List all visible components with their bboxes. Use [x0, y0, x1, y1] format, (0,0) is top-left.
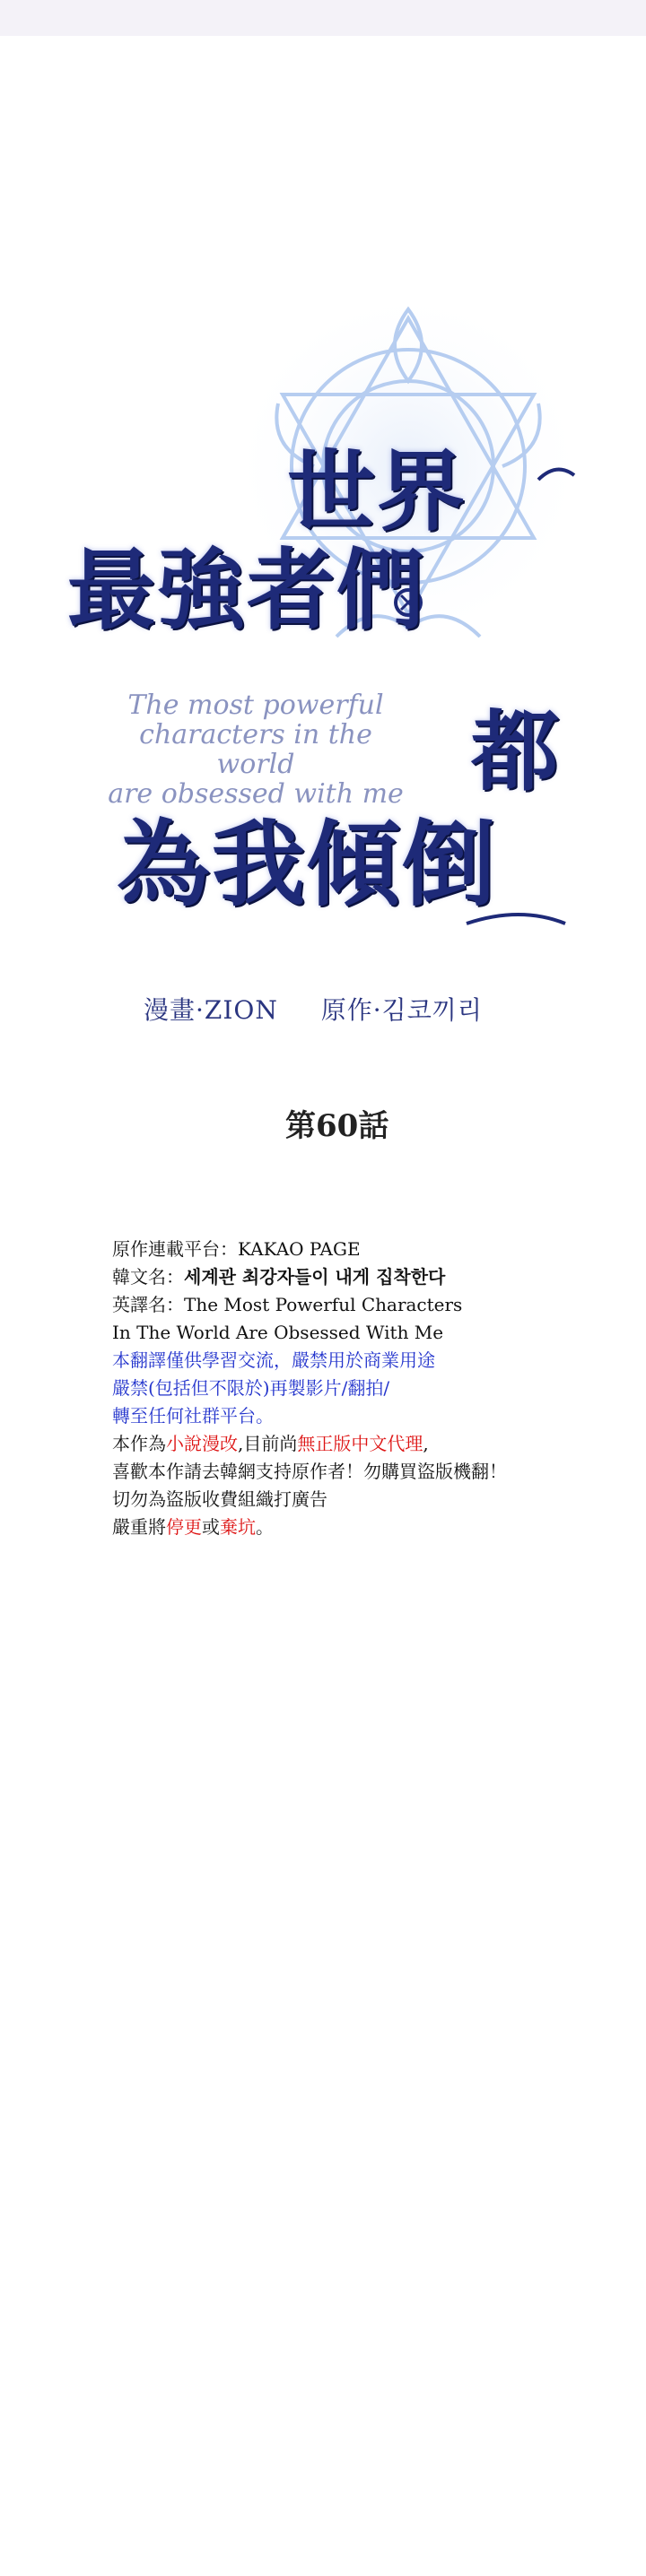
adapt-d: 無正版中文代理 [297, 1433, 423, 1454]
notice-support: 喜歡本作請去韓網支持原作者！勿購買盜版機翻！ [112, 1461, 507, 1482]
credit-art: 漫畫·ZION [144, 995, 278, 1025]
title-line-4: 為我傾倒 [117, 809, 498, 919]
notice-severe [112, 1514, 615, 1541]
title-line-2: 最強者們 [67, 539, 427, 642]
cover-title [0, 0, 646, 1076]
chapter-label: 第60話 [285, 1108, 389, 1144]
severe-d: 棄坑 [220, 1516, 256, 1538]
notice-korean-name [112, 1263, 615, 1291]
notice-adaptation [112, 1430, 615, 1458]
adapt-e: , [423, 1433, 429, 1454]
title-line-1: 世界 [287, 440, 467, 543]
severe-c: 或 [202, 1516, 220, 1538]
english-title-line: are obsessed with me [108, 778, 404, 810]
notice-english-name-1: 英譯名：The Most Powerful Characters [112, 1294, 463, 1315]
english-title [103, 690, 408, 809]
notice-warning-2: 嚴禁(包括但不限於)再製影片/翻拍/ [112, 1377, 390, 1399]
translation-notice [112, 1236, 615, 1541]
english-title-line: The most powerful [127, 690, 384, 721]
korean-name: 세계관 최강자들이 내게 집착한다 [184, 1266, 446, 1288]
korean-name-prefix: 韓文名： [112, 1266, 184, 1288]
notice-warning-3: 轉至任何社群平台。 [112, 1405, 274, 1427]
adapt-c: ,目前尚 [238, 1433, 298, 1454]
english-title-line: characters in the world [139, 719, 372, 780]
credits [144, 991, 517, 1027]
severe-e: 。 [256, 1516, 274, 1538]
notice-platform: 原作連載平台：KAKAO PAGE [112, 1238, 361, 1260]
notice-english-name-2: In The World Are Obsessed With Me [112, 1322, 444, 1343]
credit-original: 原作·김코끼리 [320, 995, 483, 1025]
adapt-a: 本作為 [112, 1433, 166, 1454]
notice-no-charge: 切勿為盜版收費組織打廣告 [112, 1488, 327, 1510]
notice-warning-1: 本翻譯僅供學習交流，嚴禁用於商業用途 [112, 1349, 435, 1371]
severe-b: 停更 [166, 1516, 202, 1538]
severe-a: 嚴重將 [112, 1516, 166, 1538]
adapt-b: 小說漫改 [166, 1433, 238, 1454]
title-line-3: 都 [471, 700, 562, 803]
